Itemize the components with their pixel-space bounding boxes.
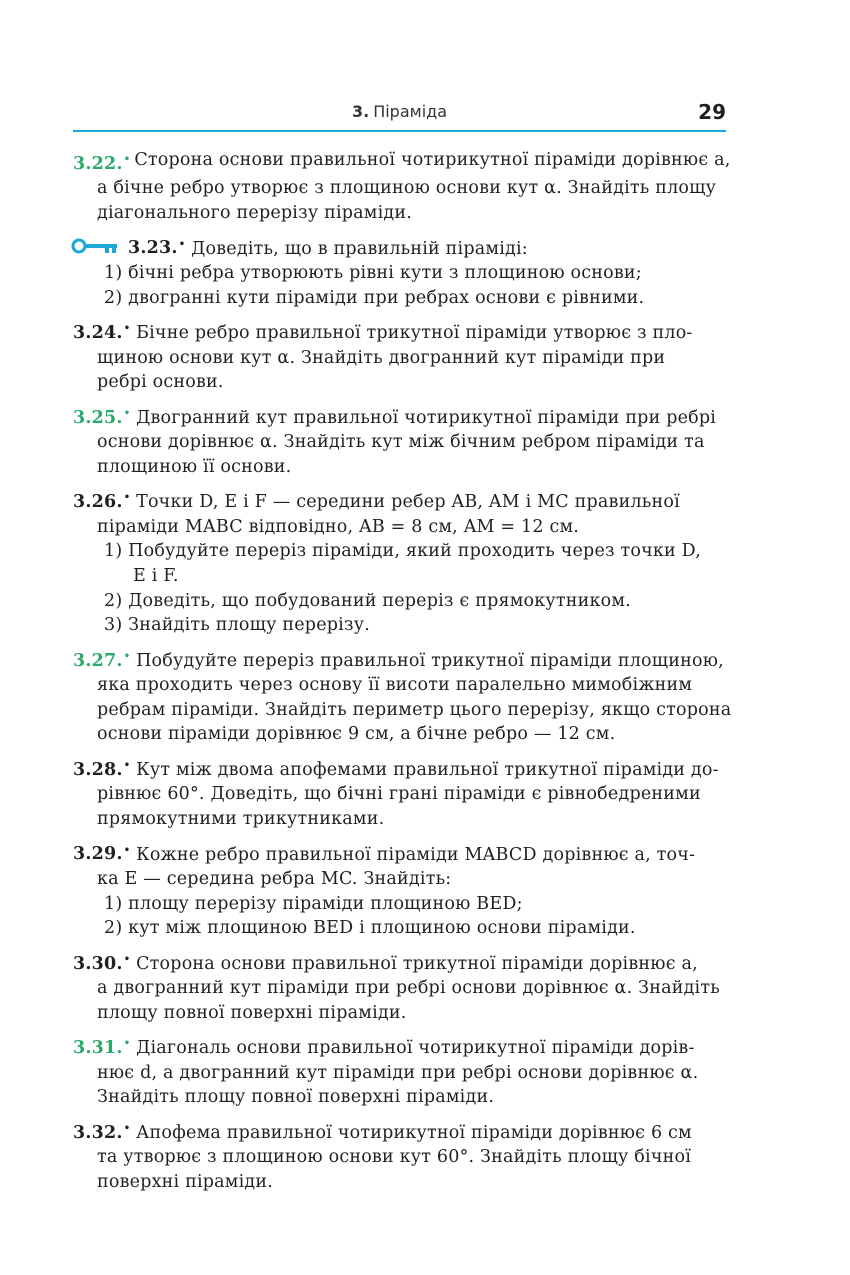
problem-line: прямокутними трикутниками. xyxy=(97,809,385,830)
problem-line: діагонального перерізу піраміди. xyxy=(97,203,413,224)
problem-line xyxy=(73,317,726,345)
problem-line: площу повної поверхні піраміди. xyxy=(97,1002,407,1023)
problem-line: рівнює 60°. Доведіть, що бічні грані піраміди є рівнобедреними xyxy=(97,784,701,805)
problem-3-23 xyxy=(73,233,726,311)
problem-3-24 xyxy=(73,317,726,395)
problem-line xyxy=(73,1117,726,1145)
problem-line: 2) Доведіть, що побудований переріз є прямокутником. xyxy=(104,590,631,611)
problem-line: щиною основи кут α. Знайдіть двогранний кут піраміди при xyxy=(97,347,666,368)
problem-line xyxy=(73,645,726,673)
problem-line: E і F. xyxy=(133,566,179,587)
problem-number: 3.29.• xyxy=(73,844,131,865)
problem-line: а бічне ребро утворює з площиною основи кут α. Знайдіть площу xyxy=(97,178,717,199)
problem-text: Сторона основи правильної чотирикутної піраміди дорівнює a, xyxy=(134,150,731,170)
problem-line xyxy=(73,402,726,430)
problem-3-30 xyxy=(73,948,726,1026)
problem-3-22 xyxy=(73,148,731,226)
problem-line: 1) бічні ребра утворюють рівні кути з площиною основи; xyxy=(104,263,642,284)
problem-3-25 xyxy=(73,402,726,480)
chapter-title: Піраміда xyxy=(373,102,448,121)
problem-list xyxy=(73,148,732,1202)
problem-text: Діагональ основи правильної чотирикутної піраміди дорів- xyxy=(136,1038,695,1059)
problem-line: ребрі основи. xyxy=(97,372,224,393)
problem-number: 3.25.• xyxy=(73,407,131,428)
problem-line: основи дорівнює α. Знайдіть кут між бічним ребром піраміди та xyxy=(97,432,705,453)
problem-line xyxy=(73,839,726,867)
problem-line: 1) Побудуйте переріз піраміди, який проходить через точки D, xyxy=(104,541,702,562)
problem-text: Кут між двома апофемами правильної трикутної піраміди до- xyxy=(136,759,719,780)
problem-line: поверхні піраміди. xyxy=(97,1172,274,1193)
problem-line xyxy=(73,148,731,176)
problem-line: а двогранний кут піраміди при ребрі основи дорівнює α. Знайдіть xyxy=(97,978,720,999)
problem-text: Точки D, E і F — середини ребер AB, AM і MC правильної xyxy=(136,492,680,513)
problem-line xyxy=(73,754,726,782)
page-number: 29 xyxy=(698,100,726,124)
problem-number: 3.32.• xyxy=(73,1122,131,1143)
problem-3-31 xyxy=(73,1032,726,1110)
problem-line: Знайдіть площу повної поверхні піраміди. xyxy=(97,1087,495,1108)
problem-line xyxy=(73,1032,726,1060)
problem-number: 3.26.• xyxy=(73,492,131,513)
problem-text: Сторона основи правильної трикутної піраміди дорівнює a, xyxy=(136,953,698,974)
problem-line: яка проходить через основу її висоти паралельно мимобіжним xyxy=(97,675,693,696)
key-icon xyxy=(71,238,119,254)
problem-text: Бічне ребро правильної трикутної піраміди утворює з пло- xyxy=(136,323,693,344)
problem-line: 3) Знайдіть площу перерізу. xyxy=(104,615,370,636)
problem-text: Кожне ребро правильної піраміди MABCD дорівнює a, точ- xyxy=(136,844,696,865)
problem-3-26 xyxy=(73,486,726,637)
problem-line: піраміди MABC відповідно, AB = 8 см, AM = 12 см. xyxy=(97,516,580,537)
problem-line: нює d, а двогранний кут піраміди при ребрі основи дорівнює α. xyxy=(97,1062,699,1083)
problem-line: 1) площу перерізу піраміди площиною BED; xyxy=(104,893,523,914)
problem-line xyxy=(73,486,726,514)
problem-number: 3.23.• xyxy=(128,238,186,259)
chapter-heading xyxy=(73,102,726,121)
page-header xyxy=(73,100,726,132)
problem-line: площиною її основи. xyxy=(97,456,292,477)
problem-3-28 xyxy=(73,754,726,832)
problem-3-32 xyxy=(73,1117,726,1195)
problem-3-27 xyxy=(73,645,732,747)
problem-number: 3.27.• xyxy=(73,650,131,671)
problem-text: Доведіть, що в правильній піраміді: xyxy=(191,238,528,259)
problem-text: Побудуйте переріз правильної трикутної піраміди площиною, xyxy=(136,650,724,671)
problem-number: 3.31.• xyxy=(73,1038,131,1059)
problem-line: 2) двогранні кути піраміди при ребрах основи є рівними. xyxy=(104,287,645,308)
problem-line xyxy=(73,948,726,976)
problem-line: ка E — середина ребра MC. Знайдіть: xyxy=(97,869,452,890)
problem-line xyxy=(73,233,726,261)
problem-line: 2) кут між площиною BED і площиною основи піраміди. xyxy=(104,918,636,939)
problem-line: основи піраміди дорівнює 9 см, а бічне ребро — 12 см. xyxy=(97,724,616,745)
chapter-number: 3. xyxy=(351,102,370,121)
problem-line: ребрам піраміди. Знайдіть периметр цього перерізу, якщо сторона xyxy=(97,699,732,720)
problem-number: 3.28.• xyxy=(73,759,131,780)
problem-text: Апофема правильної чотирикутної піраміди дорівнює 6 см xyxy=(136,1122,692,1143)
problem-number: 3.30.• xyxy=(73,953,131,974)
problem-number: 3.24.• xyxy=(73,323,131,344)
problem-number: 3.22.• xyxy=(73,153,131,174)
problem-line: та утворює з площиною основи кут 60°. Знайдіть площу бічної xyxy=(97,1147,691,1168)
problem-3-29 xyxy=(73,839,726,941)
problem-text: Двогранний кут правильної чотирикутної піраміди при ребрі xyxy=(136,407,717,428)
